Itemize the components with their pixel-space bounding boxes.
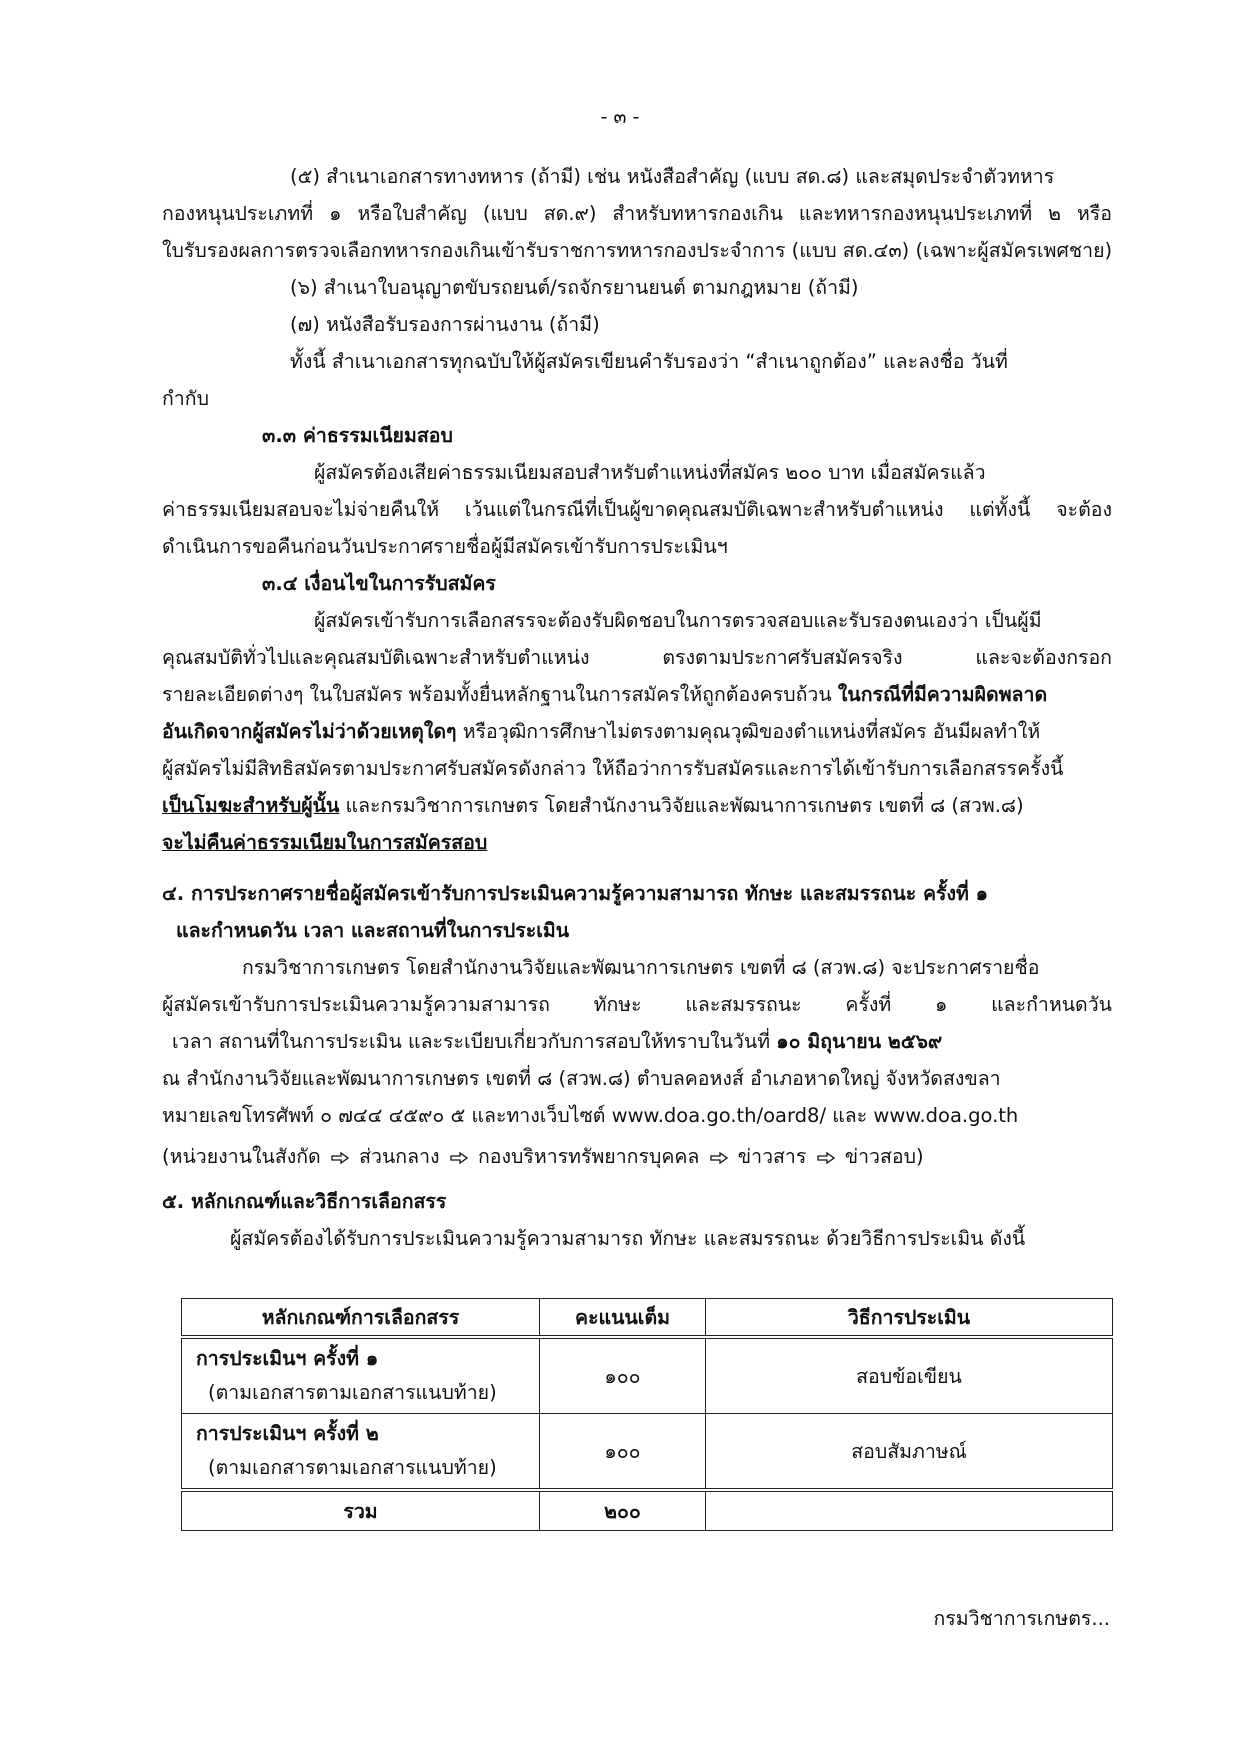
score-cell: ๑๐๐ [540, 1337, 706, 1414]
section-3-4-line-3-normal: รายละเอียดต่างๆ ในใบสมัคร พร้อมทั้งยื่นหลักฐานในการสมัครให้ถูกต้องครบถ้วน [162, 683, 832, 706]
section-3-4-line-5: ผู้สมัครไม่มีสิทธิสมัครตามประกาศรับสมัครดังกล่าว ให้ถือว่าการรับสมัครและการได้เข้ารับการเลือกสรรครั้งนี้ [162, 757, 1064, 780]
section-4-heading-line-1: ๔. การประกาศรายชื่อผู้สมัครเข้ารับการประเมินความรู้ความสามารถ ทักษะ และสมรรถนะ ครั้งที่ ๑ [162, 882, 989, 905]
document-body [162, 158, 1112, 1257]
no-refund-clause: จะไม่คืนค่าธรรมเนียมในการสมัครสอบ [162, 831, 488, 854]
section-4-line-4: ณ สำนักงานวิจัยและพัฒนาการเกษตร เขตที่ ๘ (สวพ.๘) ตำบลคอหงส์ อำเภอหาดใหญ่ จังหวัดสงขลา [162, 1067, 1001, 1090]
criterion-note: (ตามเอกสารตามเอกสารแนบท้าย) [208, 1381, 497, 1404]
section-4-line-2: ผู้สมัครเข้ารับการประเมินความรู้ความสามารถ ทักษะ และสมรรถนะ ครั้งที่ ๑ และกำหนดวัน [162, 993, 1112, 1016]
table-header-row [182, 1299, 1113, 1338]
section-3-3-line-2: ค่าธรรมเนียมสอบจะไม่จ่ายคืนให้ เว้นแต่ในกรณีที่เป็นผู้ขาดคุณสมบัติเฉพาะสำหรับตำแหน่ง แต่ทั้งนี้ จะต้อง [162, 498, 1112, 521]
criterion-cell [182, 1414, 540, 1491]
section-3-4-line-3 [162, 676, 1112, 713]
table-header: คะแนนเต็ม [540, 1299, 706, 1338]
section-3-3-heading: ๓.๓ ค่าธรรมเนียมสอบ [262, 424, 453, 447]
section-5-heading: ๕. หลักเกณฑ์และวิธีการเลือกสรร [162, 1190, 447, 1213]
document-item-5-line-3: ใบรับรองผลการตรวจเลือกทหารกองเกินเข้ารับราชการทหารกองประจำการ (แบบ สด.๔๓) (เฉพาะผู้สมัครเพศชาย) [162, 239, 1113, 262]
total-method [706, 1490, 1113, 1531]
document-note-line-2: กำกับ [162, 387, 209, 410]
table-header: หลักเกณฑ์การเลือกสรร [182, 1299, 540, 1338]
criterion-note: (ตามเอกสารตามเอกสารแนบท้าย) [208, 1456, 497, 1479]
section-4-line-5: หมายเลขโทรศัพท์ ๐ ๗๔๔ ๔๕๙๐ ๕ และทางเว็บไซต์ www.doa.go.th/oard8/ และ www.doa.go.th [162, 1104, 1019, 1127]
criterion-label: การประเมินฯ ครั้งที่ ๒ [196, 1422, 379, 1445]
section-3-4-line-4 [162, 713, 1112, 750]
path-part-5: ข่าวสอบ) [844, 1145, 924, 1168]
right-arrow-icon [331, 1152, 349, 1164]
criteria-table [181, 1298, 1113, 1531]
right-arrow-icon [450, 1152, 468, 1164]
section-3-4-line-4-normal: หรือวุฒิการศึกษาไม่ตรงตามคุณวุฒิของตำแหน่งที่สมัคร อันมีผลทำให้ [462, 720, 1041, 743]
section-4-line-3-normal: เวลา สถานที่ในการประเมิน และระเบียบเกี่ยวกับการสอบให้ทราบในวันที่ [172, 1030, 771, 1053]
table-row [182, 1414, 1113, 1491]
score-cell: ๑๐๐ [540, 1414, 706, 1491]
section-3-4-line-6 [162, 787, 1112, 824]
section-4-line-1: กรมวิชาการเกษตร โดยสำนักงานวิจัยและพัฒนาการเกษตร เขตที่ ๘ (สวพ.๘) จะประกาศรายชื่อ [242, 956, 1040, 979]
method-cell: สอบข้อเขียน [706, 1337, 1113, 1414]
table-total-row [182, 1490, 1113, 1531]
void-clause: เป็นโมฆะสำหรับผู้นั้น [162, 794, 340, 817]
path-part-1: (หน่วยงานในสังกัด [162, 1145, 321, 1168]
continuation-text: กรมวิชาการเกษตร... [933, 1607, 1110, 1630]
criterion-cell [182, 1337, 540, 1414]
method-cell: สอบสัมภาษณ์ [706, 1414, 1113, 1491]
section-3-4-line-1: ผู้สมัครเข้ารับการเลือกสรรจะต้องรับผิดชอบในการตรวจสอบและรับรองตนเองว่า เป็นผู้มี [314, 609, 1042, 632]
document-item-6: (๖) สำเนาใบอนุญาตขับรถยนต์/รถจักรยานยนต์ ตามกฎหมาย (ถ้ามี) [290, 276, 859, 299]
document-item-5-line-2: กองหนุนประเภทที่ ๑ หรือใบสำคัญ (แบบ สด.๙) สำหรับทหารกองเกิน และทหารกองหนุนประเภทที่ ๒ หรือ [162, 202, 1112, 225]
section-3-4-line-4-bold: อันเกิดจากผู้สมัครไม่ว่าด้วยเหตุใดๆ [162, 720, 457, 743]
document-note-line-1: ทั้งนี้ สำเนาเอกสารทุกฉบับให้ผู้สมัครเขียนคำรับรองว่า “สำเนาถูกต้อง” และลงชื่อ วันที่ [290, 350, 1008, 373]
navigation-path [162, 1138, 1112, 1175]
section-3-4-line-6-normal: และกรมวิชาการเกษตร โดยสำนักงานวิจัยและพัฒนาการเกษตร เขตที่ ๘ (สวพ.๘) [345, 794, 1024, 817]
total-label: รวม [182, 1490, 540, 1531]
announcement-date: ๑๐ มิถุนายน ๒๕๖๙ [776, 1030, 943, 1053]
section-3-4-heading: ๓.๔ เงื่อนไขในการรับสมัคร [262, 572, 496, 595]
right-arrow-icon [710, 1152, 728, 1164]
section-3-4-line-7 [162, 824, 1112, 861]
table-header: วิธีการประเมิน [706, 1299, 1113, 1338]
path-part-3: กองบริหารทรัพยากรบุคคล [477, 1145, 700, 1168]
section-4-heading-line-2: และกำหนดวัน เวลา และสถานที่ในการประเมิน [176, 919, 570, 942]
document-item-7: (๗) หนังสือรับรองการผ่านงาน (ถ้ามี) [290, 313, 600, 336]
criterion-label: การประเมินฯ ครั้งที่ ๑ [196, 1347, 379, 1370]
section-3-3-line-3: ดำเนินการขอคืนก่อนวันประกาศรายชื่อผู้มีสมัครเข้ารับการประเมินฯ [162, 535, 728, 558]
total-score: ๒๐๐ [540, 1490, 706, 1531]
path-part-4: ข่าวสาร [737, 1145, 807, 1168]
right-arrow-icon [817, 1152, 835, 1164]
section-3-4-line-2: คุณสมบัติทั่วไปและคุณสมบัติเฉพาะสำหรับตำแหน่ง ตรงตามประกาศรับสมัครจริง และจะต้องกรอก [162, 646, 1112, 669]
section-5-intro: ผู้สมัครต้องได้รับการประเมินความรู้ความสามารถ ทักษะ และสมรรถนะ ด้วยวิธีการประเมิน ดังนี้ [230, 1227, 1026, 1250]
table-row [182, 1337, 1113, 1414]
document-item-5-line-1: (๕) สำเนาเอกสารทางทหาร (ถ้ามี) เช่น หนังสือสำคัญ (แบบ สด.๘) และสมุดประจำตัวทหาร [290, 165, 1055, 188]
section-3-3-line-1: ผู้สมัครต้องเสียค่าธรรมเนียมสอบสำหรับตำแหน่งที่สมัคร ๒๐๐ บาท เมื่อสมัครแล้ว [314, 461, 986, 484]
page-number: - ๓ - [600, 106, 640, 128]
section-3-4-line-3-bold: ในกรณีที่มีความผิดพลาด [837, 683, 1048, 706]
path-part-2: ส่วนกลาง [359, 1145, 440, 1168]
section-4-line-3 [162, 1023, 1112, 1060]
